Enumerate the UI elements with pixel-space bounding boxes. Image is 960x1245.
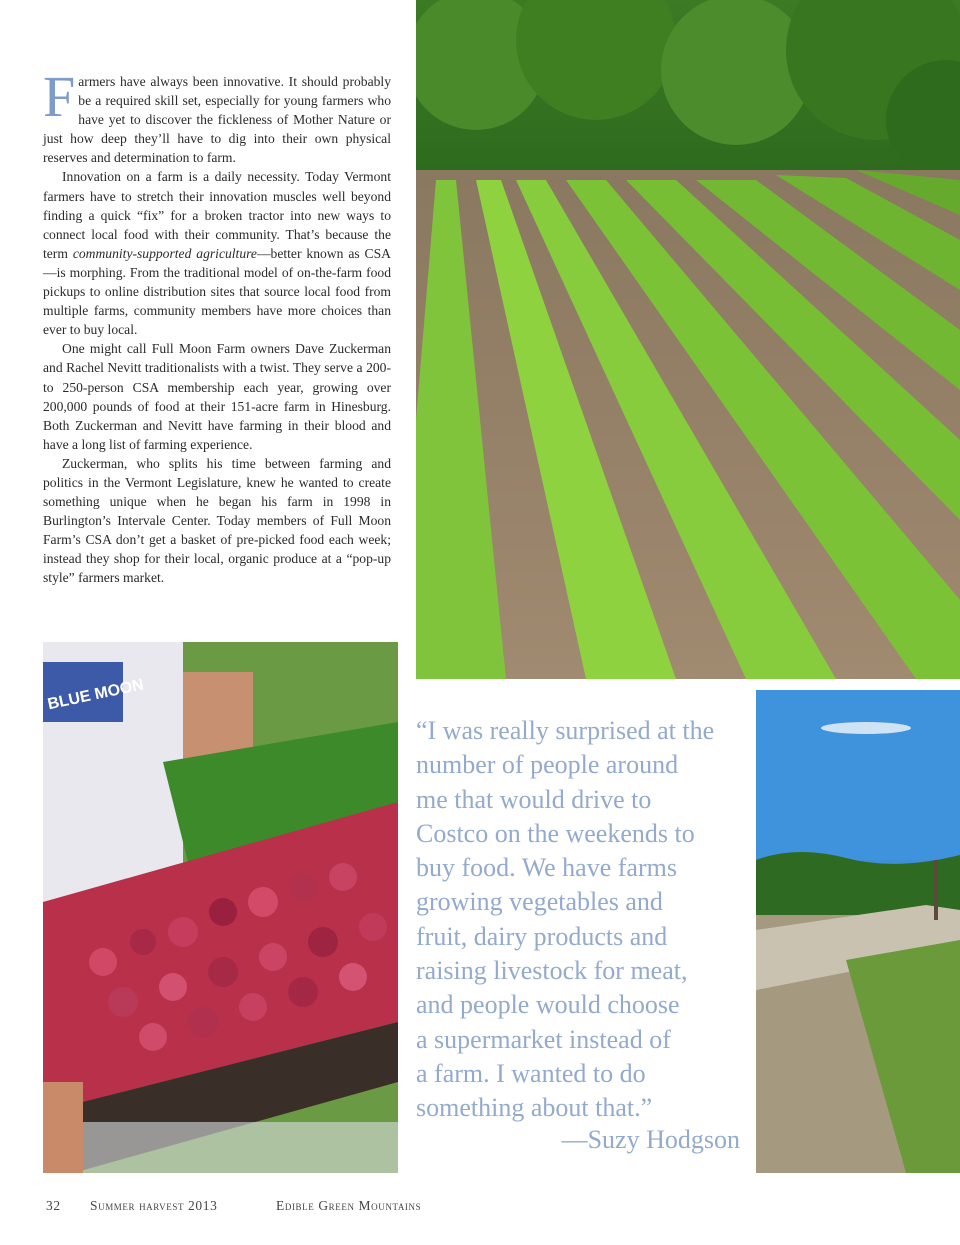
pull-quote-line: buy food. We have farms xyxy=(416,853,677,883)
article-paragraph-2 xyxy=(43,167,391,339)
article-paragraph-3: One might call Full Moon Farm owners Dave Zuckerman and Rachel Nevitt traditionalists with a twist. They serve a 200- to 250-person CSA membership each year, growing over 200,000 pounds of food at their 151-acre farm in Hinesburg. Both Zuckerman and Nevitt have farming in their blood and have a long list of farming experience. xyxy=(43,341,391,452)
pull-quote xyxy=(416,714,746,1126)
paragraph-2-text-a: Innovation on a farm is a daily necessity. Today Vermont farmers have to stretch their innovation muscles well beyond finding a quick “fix” for a broken tractor into new ways to connect local food with their community. That’s because the term xyxy=(43,169,391,261)
pull-quote-line: something about that.” xyxy=(416,1093,653,1123)
shirt-logo-text: BLUE MOON xyxy=(46,676,146,714)
pull-quote-line: me that would drive to xyxy=(416,784,652,814)
road-illustration xyxy=(756,690,960,1173)
issue-name: Summer harvest 2013 xyxy=(90,1198,218,1213)
field-rows-illustration xyxy=(416,0,960,679)
field-rows-photo xyxy=(416,0,960,679)
pull-quote-line: “I was really surprised at the xyxy=(416,716,715,745)
beets-crate-photo xyxy=(43,642,398,1173)
pull-quote-attribution: —Suzy Hodgson xyxy=(561,1125,740,1154)
publication-name: Edible Green Mountains xyxy=(276,1198,422,1213)
pull-quote-line: growing vegetables and xyxy=(416,887,663,917)
paragraph-1-text: armers have always been innovative. It should probably be a required skill set, especially for young farmers who have yet to discover the fickleness of Mother Nature or just how deep they’ll have to dig into their own physical reserves and determination to farm. xyxy=(43,74,391,166)
pull-quote-line: and people would choose xyxy=(416,990,680,1020)
pull-quote-line: raising livestock for meat, xyxy=(416,956,688,986)
article-body xyxy=(43,64,391,588)
pull-quote-line: number of people around xyxy=(416,750,679,780)
country-road-photo xyxy=(756,690,960,1173)
pull-quote-line: a farm. I wanted to do xyxy=(416,1058,646,1088)
page-footer xyxy=(46,1198,421,1216)
paragraph-2-text-b: —better known as CSA—is morphing. From the traditional model of on-the-farm food pickups to online distribution sites that source local food from multiple farms, community members have more choices than ever to buy local. xyxy=(43,245,391,338)
drop-cap: F xyxy=(43,64,76,129)
beets-illustration xyxy=(43,642,398,1173)
article-paragraph-1 xyxy=(43,64,391,167)
pull-quote-line: a supermarket instead of xyxy=(416,1024,671,1054)
paragraph-2-emphasis: community-supported agriculture xyxy=(72,245,257,261)
article-paragraph-4: Zuckerman, who splits his time between farming and politics in the Vermont Legislature, knew he wanted to create something unique when he began his farm in 1998 in Burlington’s Intervale Center. Today members of Full Moon Farm’s CSA don’t get a basket of pre-picked food each week; instead they shop for their local, organic produce at a “pop-up style” farmers market. xyxy=(43,455,391,586)
page-number: 32 xyxy=(46,1198,61,1213)
pull-quote-line: fruit, dairy products and xyxy=(416,921,668,951)
pull-quote-line: Costco on the weekends to xyxy=(416,818,695,848)
